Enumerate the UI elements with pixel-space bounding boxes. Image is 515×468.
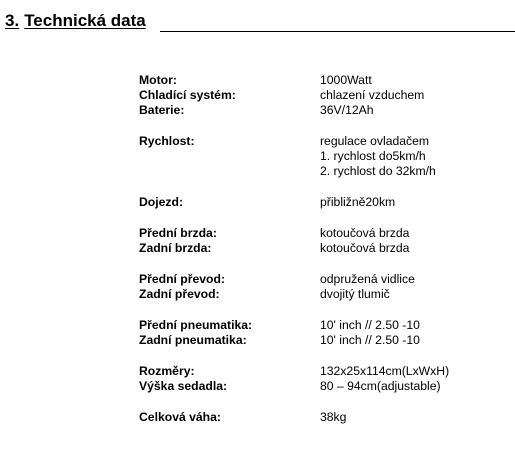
spec-row-motor bbox=[0, 73, 515, 88]
spec-row-rear-tire bbox=[0, 333, 515, 348]
spec-label: Chladící systém: bbox=[139, 88, 236, 102]
spec-value: přibližně20km bbox=[320, 195, 396, 209]
spec-row-front-tire bbox=[0, 318, 515, 333]
spec-row-speed-1 bbox=[0, 149, 515, 164]
spec-row-battery bbox=[0, 103, 515, 118]
spec-label: Přední brzda: bbox=[139, 226, 217, 240]
spec-value: 132x25x114cm(LxWxH) bbox=[320, 364, 450, 378]
spec-label: Zadní brzda: bbox=[139, 241, 212, 255]
spec-value: chlazení vzduchem bbox=[320, 88, 425, 102]
spec-label: Výška sedadla: bbox=[139, 379, 228, 393]
spec-row-rear-brake bbox=[0, 241, 515, 256]
spec-label: Motor: bbox=[139, 73, 177, 87]
spec-label: Přední pneumatika: bbox=[139, 318, 253, 332]
spec-value: 10' inch // 2.50 -10 bbox=[320, 333, 420, 347]
spec-value: 80 – 94cm(adjustable) bbox=[320, 379, 441, 393]
spec-value: 2. rychlost do 32km/h bbox=[320, 164, 436, 178]
heading-number: 3. bbox=[5, 11, 20, 30]
spec-row-front-brake bbox=[0, 226, 515, 241]
spec-label: Rychlost: bbox=[139, 134, 195, 148]
spec-label: Baterie: bbox=[139, 103, 185, 117]
spec-value: kotoučová brzda bbox=[320, 241, 410, 255]
spec-value: 1000Watt bbox=[320, 73, 372, 87]
spec-row-range bbox=[0, 195, 515, 210]
spec-label: Celková váha: bbox=[139, 410, 221, 424]
spec-label: Dojezd: bbox=[139, 195, 184, 209]
spec-row-dimensions bbox=[0, 364, 515, 379]
spec-row-seat-height bbox=[0, 379, 515, 394]
heading-title: Technická data bbox=[24, 11, 146, 30]
spec-label: Zadní pneumatika: bbox=[139, 333, 247, 347]
spec-value: 1. rychlost do5km/h bbox=[320, 149, 426, 163]
spec-value: regulace ovladačem bbox=[320, 134, 430, 148]
spec-value: dvojitý tlumič bbox=[320, 287, 390, 301]
spec-row-front-suspension bbox=[0, 272, 515, 287]
spec-value: 10' inch // 2.50 -10 bbox=[320, 318, 420, 332]
spec-label: Rozměry: bbox=[139, 364, 195, 378]
spec-label: Zadní převod: bbox=[139, 287, 220, 301]
spec-label: Přední převod: bbox=[139, 272, 226, 286]
spec-row-rear-suspension bbox=[0, 287, 515, 302]
spec-row-weight bbox=[0, 410, 515, 425]
spec-value: 38kg bbox=[320, 410, 347, 424]
spec-row-speed bbox=[0, 134, 515, 149]
spec-row-speed-2 bbox=[0, 164, 515, 179]
spec-value: 36V/12Ah bbox=[320, 103, 374, 117]
spec-value: odpružená vidlice bbox=[320, 272, 415, 286]
spec-value: kotoučová brzda bbox=[320, 226, 410, 240]
spec-row-cooling bbox=[0, 88, 515, 103]
